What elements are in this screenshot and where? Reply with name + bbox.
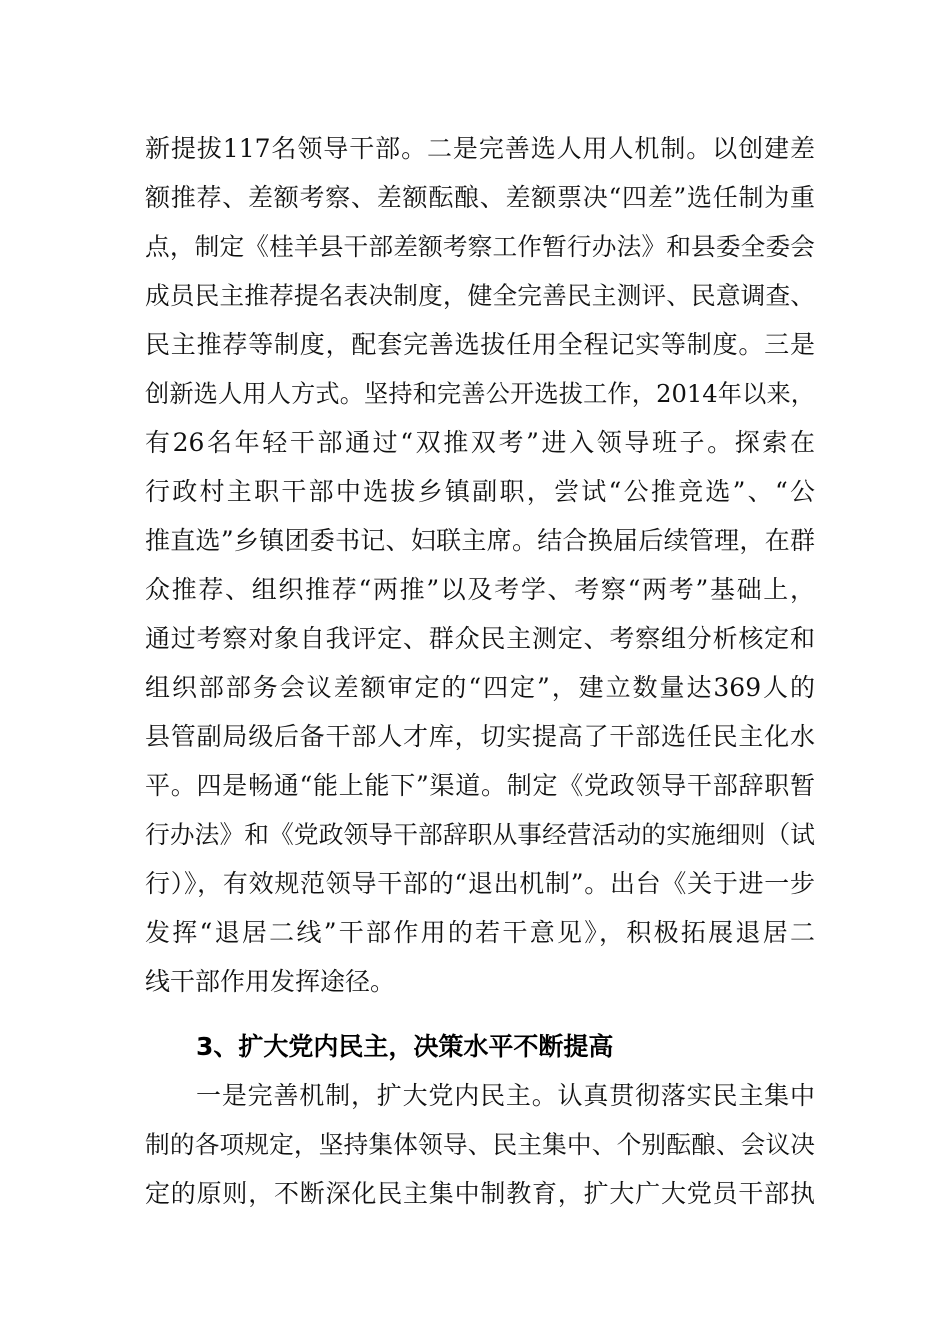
text-line: 平。四是畅通“能上能下”渠道。制定《党政领导干部辞职暂 — [145, 771, 815, 800]
text-line: 定的原则，不断深化民主集中制教育，扩大广大党员干部执 — [145, 1179, 815, 1208]
text-line: 组织部部务会议差额审定的“四定”，建立数量达369人的 — [145, 673, 815, 702]
text-line: 有26名年轻干部通过“双推双考”进入领导班子。探索在 — [145, 428, 815, 457]
section-heading: 3、扩大党内民主，决策水平不断提高 — [196, 1032, 614, 1061]
text-line: 行政村主职干部中选拔乡镇副职，尝试“公推竞选”、“公 — [145, 477, 815, 506]
text-line: 点，制定《桂羊县干部差额考察工作暂行办法》和县委全委会 — [145, 232, 815, 261]
text-line: 制的各项规定，坚持集体领导、民主集中、个别酝酿、会议决 — [145, 1130, 815, 1159]
text-line: 县管副局级后备干部人才库，切实提高了干部选任民主化水 — [145, 722, 815, 751]
text-line: 线干部作用发挥途径。 — [145, 967, 396, 996]
text-line: 额推荐、差额考察、差额酝酿、差额票决“四差”选任制为重 — [145, 183, 815, 212]
text-line: 推直选”乡镇团委书记、妇联主席。结合换届后续管理，在群 — [145, 526, 815, 555]
text-line: 众推荐、组织推荐“两推”以及考学、考察“两考”基础上， — [145, 575, 815, 604]
text-line: 发挥“退居二线”干部作用的若干意见》，积极拓展退居二 — [145, 918, 815, 947]
text-line: 创新选人用人方式。坚持和完善公开选拔工作，2014年以来， — [145, 380, 815, 408]
text-line: 民主推荐等制度，配套完善选拔任用全程记实等制度。三是 — [145, 330, 815, 359]
text-line: 成员民主推荐提名表决制度，健全完善民主测评、民意调查、 — [145, 281, 815, 310]
text-line: 行）》，有效规范领导干部的“退出机制”。出台《关于进一步 — [145, 869, 815, 898]
text-line: 通过考察对象自我评定、群众民主测定、考察组分析核定和 — [145, 624, 815, 653]
text-line: 一是完善机制，扩大党内民主。认真贯彻落实民主集中 — [196, 1081, 815, 1110]
text-line: 行办法》和《党政领导干部辞职从事经营活动的实施细则（试 — [145, 820, 815, 849]
text-line: 新提拔117名领导干部。二是完善选人用人机制。以创建差 — [145, 134, 815, 163]
